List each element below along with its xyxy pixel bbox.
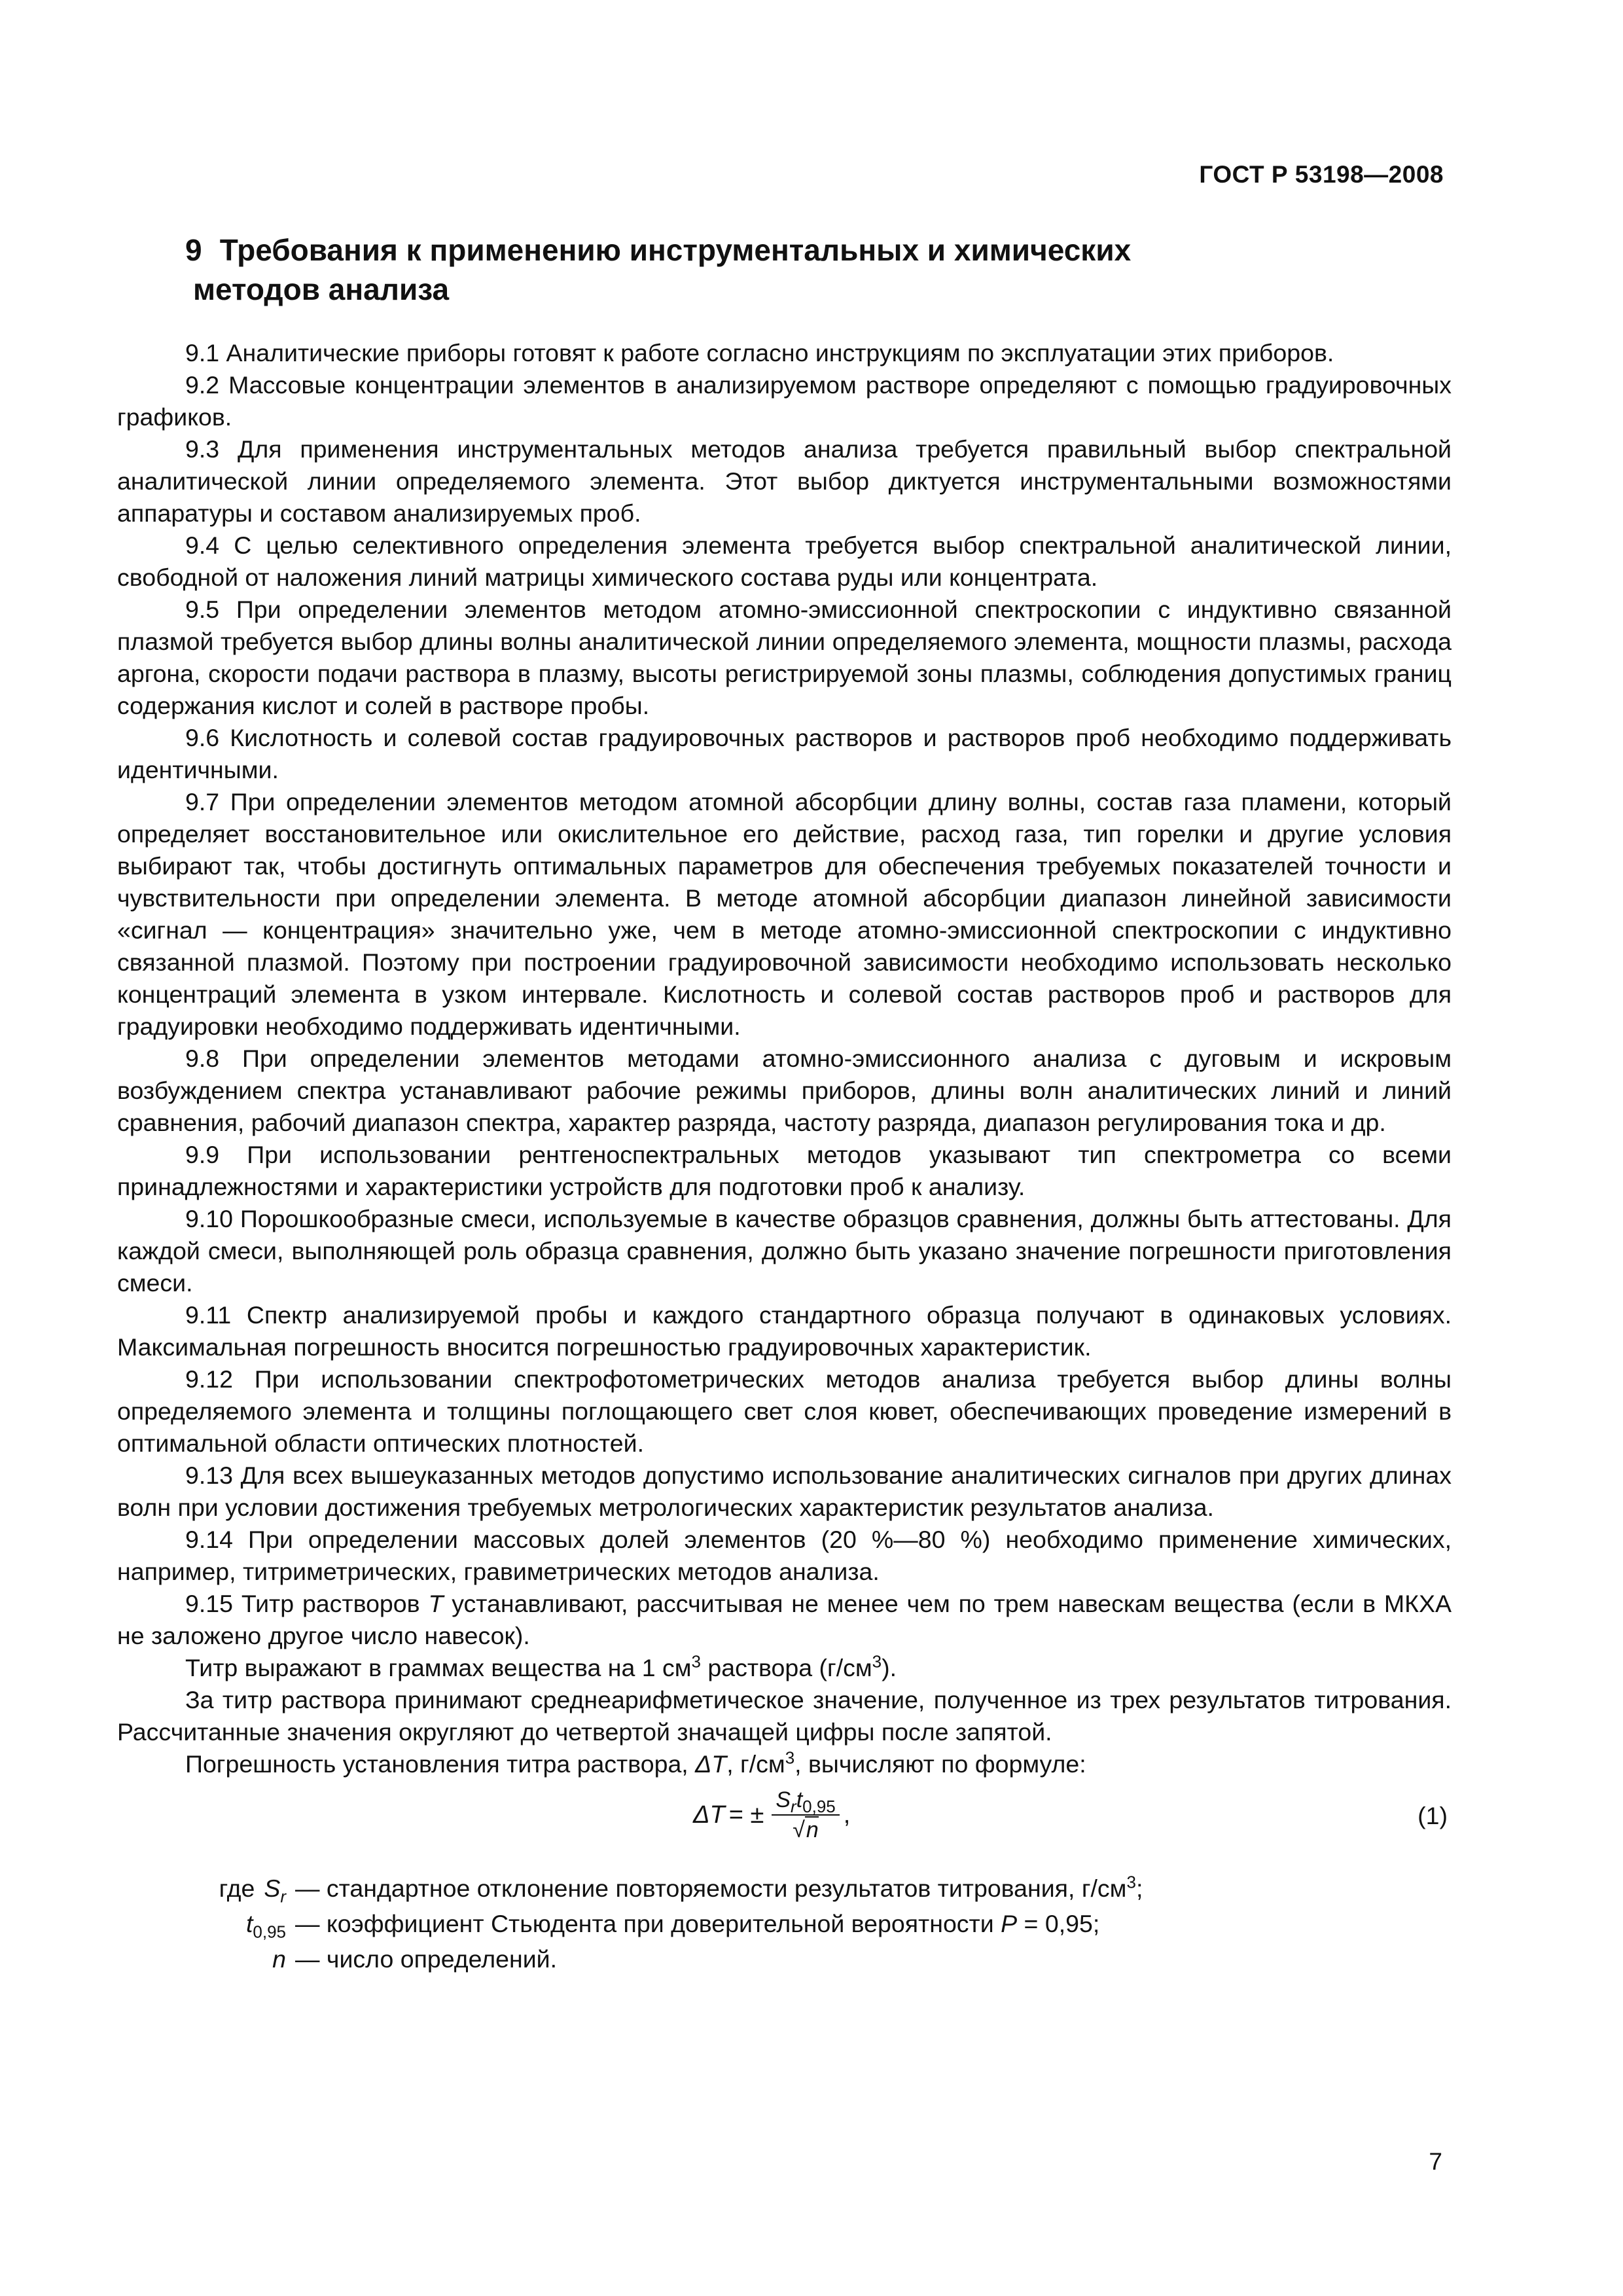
formula-lhs: ΔT: [693, 1801, 725, 1829]
formula-denominator: √n: [793, 1818, 819, 1842]
paragraph-9-5: 9.5 При определении элементов методом атомно-эмиссионной спектроскопии с индуктивно связанной плазмой требуется выбор длины волны аналитической линии определяемого элемента, мощности плазмы, расхода аргона, скорости подачи раствора в плазму, высоты регистрируемой зоны плазмы, соблюдения допустимых границ содержания кислот и солей в растворе пробы.: [117, 596, 1452, 719]
document-id: ГОСТ Р 53198—2008: [1199, 161, 1444, 188]
paragraph-titr-error: Погрешность установления титра раствора, ΔT, $г/см^3$, вычисляют по формуле:: [185, 1748, 1086, 1778]
formula-fraction: [772, 1785, 839, 1844]
paragraph-9-15: 9.15 Титр растворов T устанавливают, рассчитывая не менее чем по трем навескам вещества (если в МКХА не заложено другое число навесок).: [117, 1590, 1452, 1649]
formula-trailing-comma: ,: [843, 1801, 851, 1829]
paragraph-titr-mean: За титр раствора принимают среднеарифметическое значение, полученное из трех результатов титрования. Рассчитанные значения округляют до четвертой значащей цифры после запятой.: [117, 1686, 1452, 1746]
section-title-line1: Требования к применению инструментальных и химических: [219, 233, 1132, 267]
paragraph-9-11: 9.11 Спектр анализируемой пробы и каждого стандартного образца получают в одинаковых условиях. Максимальная погрешность вносится погрешностью градуировочных характеристик.: [117, 1301, 1452, 1361]
paragraph-9-14: 9.14 При определении массовых долей элементов (20 %—80 %) необходимо применение химических, например, титриметрических, гравиметрических методов анализа.: [117, 1526, 1452, 1585]
variable-T: T: [428, 1590, 444, 1617]
paragraph-9-4: 9.4 С целью селективного определения элемента требуется выбор спектральной аналитической линии, свободной от наложения линий матрицы химического состава руды или концентрата.: [117, 531, 1452, 591]
section-number: 9: [185, 233, 202, 267]
definition-row: $t_{0,95}$ — коэффициент Стьюдента при доверительной вероятности P = 0,95;: [245, 1910, 1100, 1942]
paragraph-9-10: 9.10 Порошкообразные смеси, используемые в качестве образцов сравнения, должны быть аттестованы. Для каждой смеси, выполняющей роль образца сравнения, должно быть указано значение погрешности приготовления смеси.: [117, 1205, 1452, 1297]
definition-row: n — число определений.: [272, 1945, 558, 1973]
definitions-list: [117, 1871, 1452, 1977]
page-number: 7: [1429, 2148, 1442, 2175]
variable-delta-T: ΔT: [695, 1750, 727, 1778]
paragraph-9-13: 9.13 Для всех вышеуказанных методов допустимо использование аналитических сигналов при других длинах волн при условии достижения требуемых метрологических характеристик результатов анализа.: [117, 1462, 1452, 1521]
formula-block: [117, 1785, 1452, 1857]
formula-equals: = ±: [728, 1801, 764, 1829]
section-body: [117, 337, 1452, 1977]
paragraph-9-3: 9.3 Для применения инструментальных методов анализа требуется правильный выбор спектральной аналитической линии определяемого элемента. Этот выбор диктуется инструментальными возможностями аппаратуры и составом анализируемых проб.: [117, 435, 1452, 527]
section-title-line2: методов анализа: [193, 272, 450, 306]
formula-number: (1): [1418, 1802, 1448, 1829]
paragraph-9-8: 9.8 При определении элементов методами атомно-эмиссионного анализа с дуговым и искровым возбуждением спектра устанавливают рабочие режимы приборов, длины волн аналитических линий и линий сравнения, рабочий диапазон спектра, характер разряда, частоту разряда, диапазон регулирования тока и др.: [117, 1045, 1452, 1136]
paragraph-9-2: 9.2 Массовые концентрации элементов в анализируемом растворе определяют с помощью градуировочных графиков.: [117, 371, 1452, 431]
paragraph-titr-units: Титр выражают в граммах вещества на 1 $см^3$ раствора $(г/см^3)$.: [185, 1651, 897, 1681]
paragraph-9-7: 9.7 При определении элементов методом атомной абсорбции длину волны, состав газа пламени, который определяет восстановительное или окислительное его действие, расход газа, тип горелки и другие условия выбирают так, чтобы достигнуть оптимальных параметров для обеспечения требуемых показателей точности и чувствительности при определении элемента. В методе атомной абсорбции диапазон линейной зависимости «сигнал — концентрация» значительно уже, чем в методе атомно-эмиссионной спектроскопии с индуктивно связанной плазмой. Поэтому при построении градуировочной зависимости необходимо использовать несколько концентраций элемента в узком интервале. Кислотность и солевой состав растворов проб и растворов для градуировки необходимо поддерживать идентичными.: [117, 788, 1452, 1040]
section-title: [185, 230, 1298, 309]
paragraph-9-6: 9.6 Кислотность и солевой состав градуировочных растворов и растворов проб необходимо поддерживать идентичными.: [117, 724, 1452, 783]
paragraph-9-1: 9.1 Аналитические приборы готовят к работе согласно инструкциям по эксплуатации этих приборов.: [185, 339, 1334, 367]
formula-1: [693, 1785, 850, 1844]
paragraph-9-12: 9.12 При использовании спектрофотометрических методов анализа требуется выбор длины волны определяемого элемента и толщины поглощающего свет слоя кювет, обеспечивающих проведение измерений в оптимальной области оптических плотностей.: [117, 1365, 1452, 1457]
definition-row: где $S_r$ — стандартное отклонение повторяемости результатов титрования, $г/см^3$;: [219, 1872, 1143, 1907]
formula-numerator: $S_rt_{0,95}$: [772, 1785, 839, 1816]
paragraph-9-9: 9.9 При использовании рентгеноспектральных методов указывают тип спектрометра со всеми принадлежностями и характеристики устройств для подготовки проб к анализу.: [117, 1141, 1452, 1200]
sqrt-sign: √: [793, 1818, 805, 1842]
